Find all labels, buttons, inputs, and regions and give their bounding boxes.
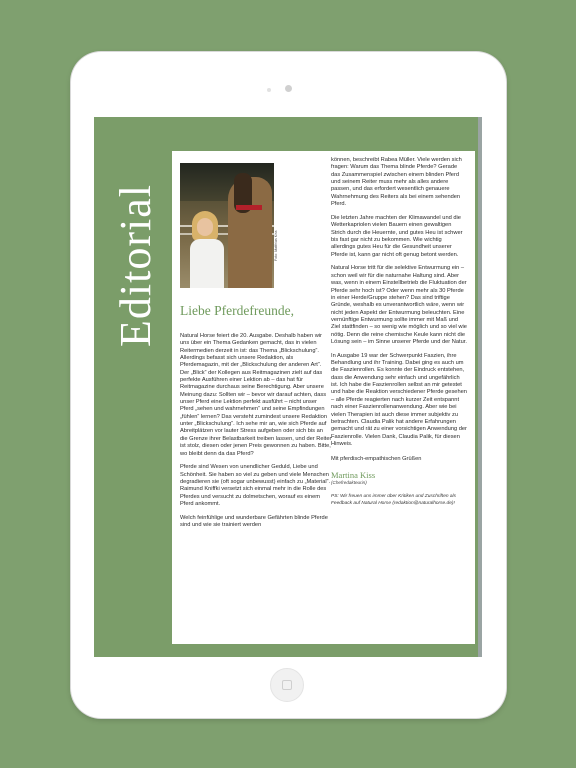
left-column [180,333,332,536]
right-column [331,157,467,514]
paragraph: Pferde sind Wesen von unendlicher Geduld, Liebe und Schönheit. Sie haben so viel zu geben und viele Menschen degradieren sie (oft sogar unbewusst) einfach zu „Material“. Raimund Kniffki versetzt sich einmal mehr in die Rolle des Pferdes und versucht zu dolmetschen, worauf es einem Pferd ankommt. [180,464,331,508]
paragraph: Welch feinfühlige und wunderbare Gefährten blinde Pferde sind und wie sie trainiert werden [180,514,328,529]
page-edge [478,117,482,657]
signature-name: Martina Kiss [331,470,376,481]
screen [94,117,482,657]
editorial-vertical-title: Editorial [111,184,160,347]
photo-credit: Foto: Matthias Kiss [274,230,278,261]
paragraph: können, beschreibt Rabea Müller. Viele werden sich fragen: Warum das Thema blinde Pferde? Gerade das Zusammenspiel zwischen einem blinden Pferd und seinem Reiter muss mehr als alles andere passen, und das erfordert wesentlich genauere Wahrnehmung des Reiters als bei einem sehenden Pferd. [331,157,462,208]
article-page[interactable] [172,151,475,644]
postscript: PS: Wir freuen uns immer über Kritiken und Zuschriften als Feedback auf Natural Horse (redaktion@naturalhorse.de)! [331,494,456,506]
closing-greeting: Mit pferdisch-empathischen Grüßen [331,456,422,463]
speaker [267,88,271,92]
article-heading: Liebe Pferdefreunde, [180,303,294,318]
editor-photo [180,163,274,288]
signature-role: (Chefredakteurin) [331,480,367,486]
front-camera [285,85,292,92]
paragraph: In Ausgabe 19 war der Schwerpunkt Faszien, ihre Behandlung und ihr Training. Dabei ging es auch um die Faszienrollen. Es konnte der Eindruck entstehen, dass die Anwendung sehr einfach und ungefährlich ist. Ich habe die Faszienrollen selbst an mir getestet und habe die Reaktion verschiedener Pferde gesehen – alle Pferde reagierten nach kurzer Zeit entspannt nach einer Faszienrollenanwendung. Aber wie bei vielen Therapien ist auch diese immer subjektiv zu betrachten. Claudia Palik hat andere Erfahrungen gemacht und rät zu einer vorsichtigen Anwendung der Faszienrolle. Vielen Dank, Claudia Palik, für diesen Hinweis. [331,352,467,447]
tablet-frame [71,52,506,718]
home-square-icon [282,680,292,690]
paragraph: Natural Horse feiert die 20. Ausgabe. Deshalb haben wir uns über ein Thema Gedanken gemacht, das in vielen Reitermedien derzeit in ist: das Thema „Blickschulung“. Allerdings befasst sich unsere Redaktion, als Pferdemagazin, mit der „Blickschulung der anderen Art“. Der „Blick“ der Kollegen aus Reitmagazinen zielt auf das perfekte Ausführen einer Lektion ab – das hat für Reitmagazine durchaus seine Berechtigung. Aber unsere Meinung dazu: Sollten wir – bevor wir darauf achten, dass unser Pferd eine Lektion perfekt ausführt – nicht unser Pferd „sehen und wahrnehmen“ und seine Empfindungen „fühlen“ lernen? Das versteht zumindest unsere Redaktion unter „Blickschulung“. Ich sehe mir an, wie sich Pferde auf Abreitplätzen vor lauter Stress aufgeben oder sich bis an die Grenze ihrer Belastbarkeit treiben lassen, und der Reiter ist stolz, diesen oder jenen Preis gewonnen zu haben. Bitte, wo bleibt denn da das Pferd? [180,333,332,457]
home-button[interactable] [270,668,304,702]
paragraph: Natural Horse tritt für die selektive Entwurmung ein – schon weil wir für die naturnahe Haltung sind. Aber was, wenn in einem Einstellbetrieb die Fluktuation der Pferde sehr hoch ist? Oder wenn mehr als 30 Pferde in einer Herde/Gruppe stehen? Das sind triftige Gründe, weshalb es unverantwortlich wäre, wenn wir nicht jeden Aspekt der Entwurmung beleuchten. Eine vernünftige Entwurmung sollte immer mit Maß und Ziel stattfinden – so wenig wie möglich und so viel wie nötig. Denn die reine chemische Keule kann nicht die Lösung sein – im Sinne unserer Pferde und der Natur. [331,265,467,345]
paragraph: Die letzten Jahre machten der Klimawandel und die Wetterkapriolen vielen Bauern einen gewaltigen Strich durch die Heuernte, und gutes Heu ist schwer bis fast gar nicht zu bekommen. Wie wichtig allerdings gutes Heu für die Gesundheit unserer Pferde ist, kann gar nicht oft genug betont werden. [331,214,463,258]
